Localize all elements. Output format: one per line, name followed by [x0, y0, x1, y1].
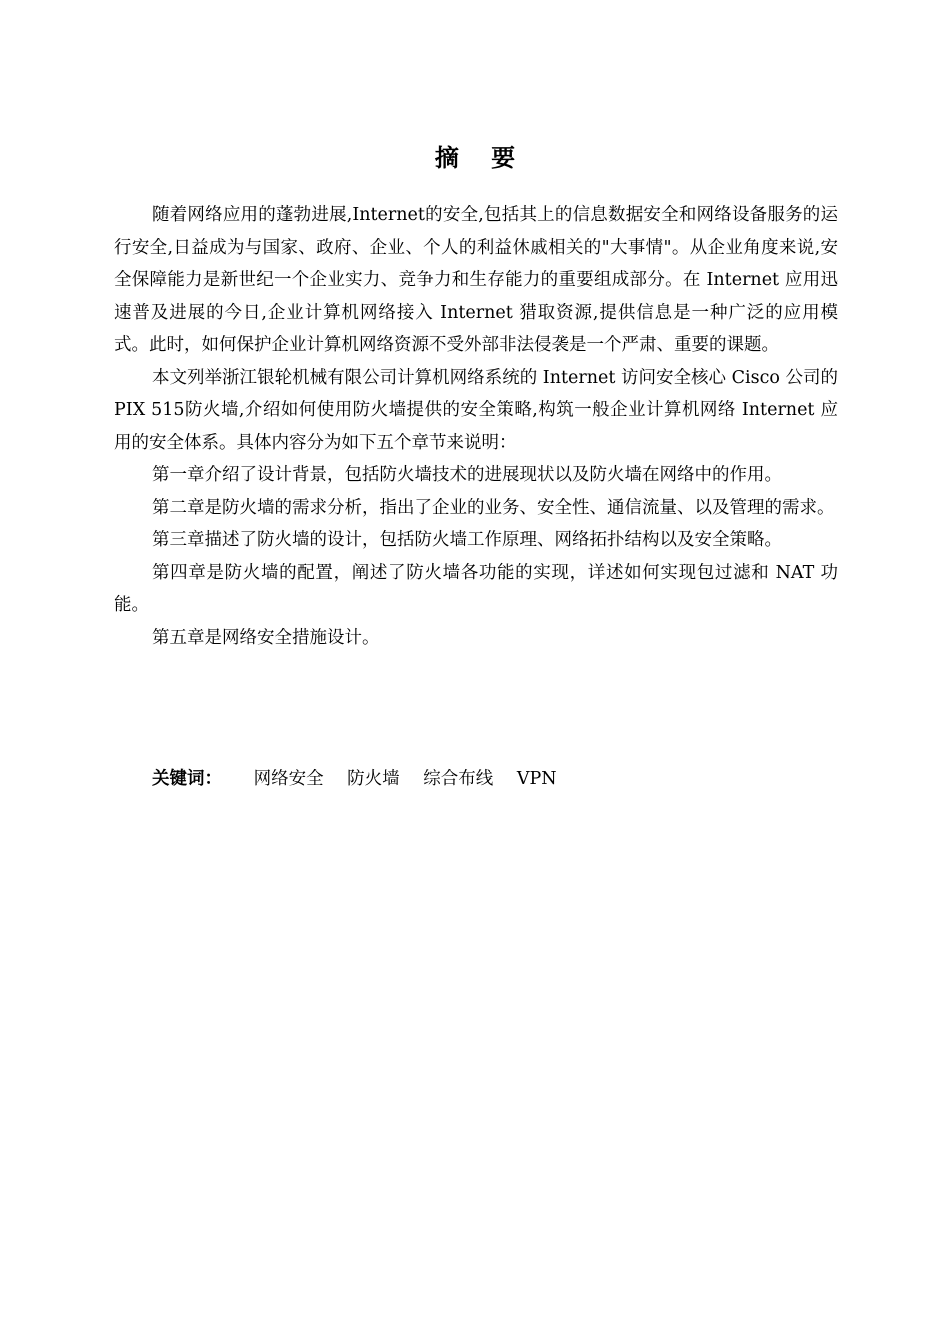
keyword-item: 综合布线 — [423, 769, 494, 789]
keywords-line — [152, 763, 575, 795]
keyword-item: 防火墙 — [347, 769, 400, 789]
paragraph-chapter-4: 第四章是防火墙的配置，阐述了防火墙各功能的实现，详述如何实现包过滤和 NAT 功能。 — [114, 562, 838, 615]
keyword-item: 网络安全 — [253, 769, 324, 789]
keywords-label: 关键词： — [152, 769, 222, 789]
paragraph-chapter-5: 第五章是网络安全措施设计。 — [152, 627, 380, 648]
keyword-item: VPN — [516, 769, 557, 789]
paragraph-overview: 本文列举浙江银轮机械有限公司计算机网络系统的 Internet 访问安全核心 Cisco 公司的PIX 515防火墙,介绍如何使用防火墙提供的安全策略,构筑一般企业计算机网络 Internet 应用的安全体系。具体内容分为如下五个章节来说明： — [114, 367, 838, 453]
page-title: 摘 要 — [434, 144, 528, 172]
paragraph-chapter-3: 第三章描述了防火墙的设计，包括防火墙工作原理、网络拓扑结构以及安全策略。 — [152, 530, 782, 550]
paragraph-chapter-1: 第一章介绍了设计背景，包括防火墙技术的进展现状以及防火墙在网络中的作用。 — [152, 465, 782, 485]
paragraph-intro: 随着网络应用的蓬勃进展,Internet的安全,包括其上的信息数据安全和网络设备服务的运行安全,日益成为与国家、政府、企业、个人的利益休戚相关的"大事情"。从企业角度来说,安全保障能力是新世纪一个企业实力、竞争力和生存能力的重要组成部分。在 Internet 应用迅速普及进展的今日,企业计算机网络接入 Internet 猎取资源,提供信息是一种广泛的应用模式。此时，如何保护企业计算机网络资源不受外部非法侵袭是一个严肃、重要的课题。 — [114, 205, 838, 355]
paragraph-chapter-2: 第二章是防火墙的需求分析，指出了企业的业务、安全性、通信流量、以及管理的需求。 — [152, 497, 835, 518]
abstract-body — [114, 199, 838, 654]
